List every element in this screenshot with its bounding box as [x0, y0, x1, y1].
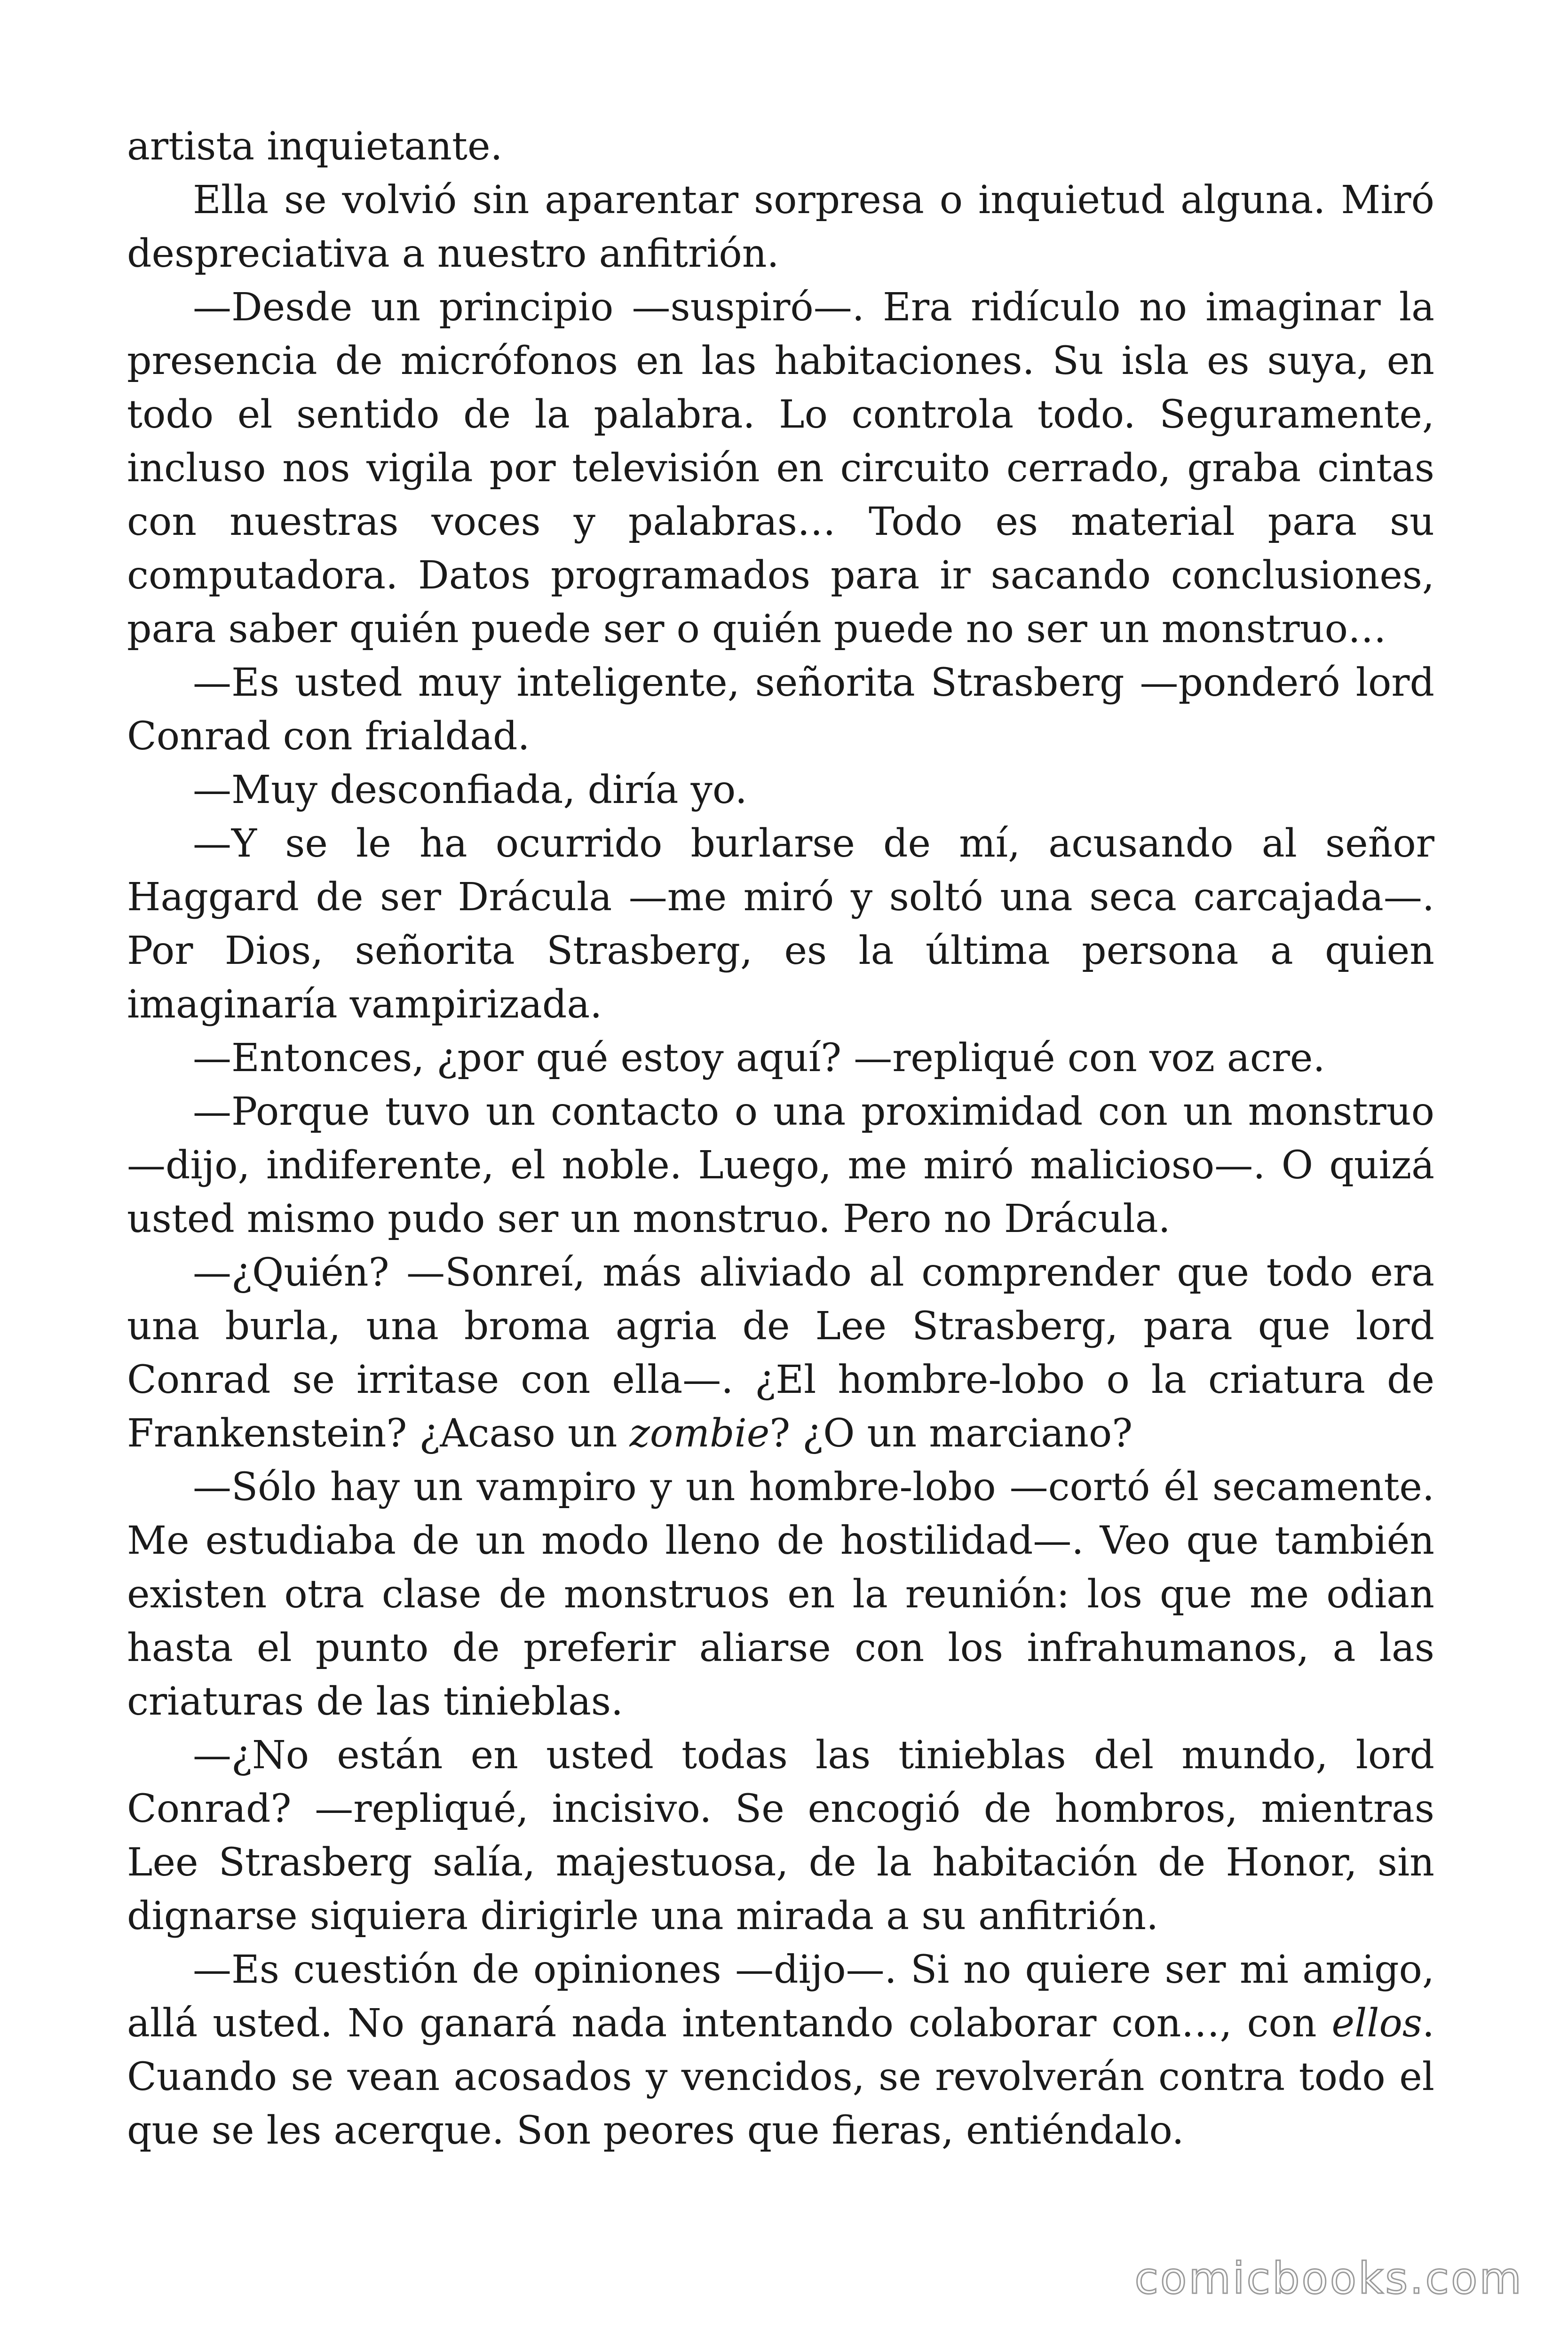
watermark-logo-text: comicbooks.com — [1134, 2253, 1523, 2304]
paragraph-10: —Sólo hay un vampiro y un hombre-lobo —cortó él secamente. Me estudiaba de un modo lleno de hostilidad—. Veo que también existen otra clase de monstruos en la reunión: los que me odian hasta el punto de preferir aliarse con los infrahumanos, a las criaturas de las tinieblas. — [127, 1465, 1434, 1724]
paragraph-4: —Es usted muy inteligente, señorita Strasberg —ponderó lord Conrad con frialdad. — [127, 660, 1434, 759]
book-page-text — [127, 120, 1434, 2158]
paragraph-12-italic: ellos — [1331, 2001, 1422, 2046]
paragraph-12-text-end: . Cuando se vean acosados y vencidos, se revolverán contra todo el que se les acerque. Son peores que fieras, entiéndalo. — [127, 2001, 1434, 2153]
paragraph-11: —¿No están en usted todas las tinieblas del mundo, lord Conrad? —repliqué, incisivo. Se encogió de hombros, mientras Lee Strasberg salía, majestuosa, de la habitación de Honor, sin dignarse siquiera dirigirle una mirada a su anfitrión. — [127, 1733, 1434, 1939]
paragraph-3: —Desde un principio —suspiró—. Era ridículo no imaginar la presencia de micrófonos en las habitaciones. Su isla es suya, en todo el sentido de la palabra. Lo controla todo. Seguramente, incluso nos vigila por televisión en circuito cerrado, graba cintas con nuestras voces y palabras… Todo es material para su computadora. Datos programados para ir sacando conclusiones, para saber quién puede ser o quién puede no ser un monstruo… — [127, 285, 1434, 652]
paragraph-9-text-start: —¿Quién? —Sonreí, más aliviado al comprender que todo era una burla, una broma agria de Lee Strasberg, para que lord Conrad se irritase con ella—. ¿El hombre-lobo o la criatura de Frankenstein? ¿Acaso un — [127, 1250, 1434, 1456]
paragraph-6: —Y se le ha ocurrido burlarse de mí, acusando al señor Haggard de ser Drácula —me miró y soltó una seca carcajada—. Por Dios, señorita Strasberg, es la última persona a quien imaginaría vampirizada. — [127, 821, 1434, 1027]
paragraph-12 — [127, 1943, 1434, 2158]
paragraph-9-text-end: ? ¿O un marciano? — [769, 1411, 1133, 1456]
paragraph-8: —Porque tuvo un contacto o una proximidad con un monstruo —dijo, indiferente, el noble. Luego, me miró malicioso—. O quizá usted mismo pudo ser un monstruo. Pero no Drácula. — [127, 1089, 1434, 1241]
paragraph-2: Ella se volvió sin aparentar sorpresa o inquietud alguna. Miró despreciativa a nuestro anfitrión. — [127, 178, 1434, 276]
paragraph-9 — [127, 1246, 1434, 1461]
paragraph-12-text-start: —Es cuestión de opiniones —dijo—. Si no quiere ser mi amigo, allá usted. No ganará nada intentando colaborar con…, con — [127, 1947, 1434, 2046]
paragraph-7: —Entonces, ¿por qué estoy aquí? —repliqué con voz acre. — [193, 1036, 1325, 1081]
paragraph-9-italic: zombie — [629, 1411, 770, 1456]
paragraph-1: artista inquietante. — [127, 124, 503, 169]
paragraph-5: —Muy desconfiada, diría yo. — [193, 768, 747, 812]
